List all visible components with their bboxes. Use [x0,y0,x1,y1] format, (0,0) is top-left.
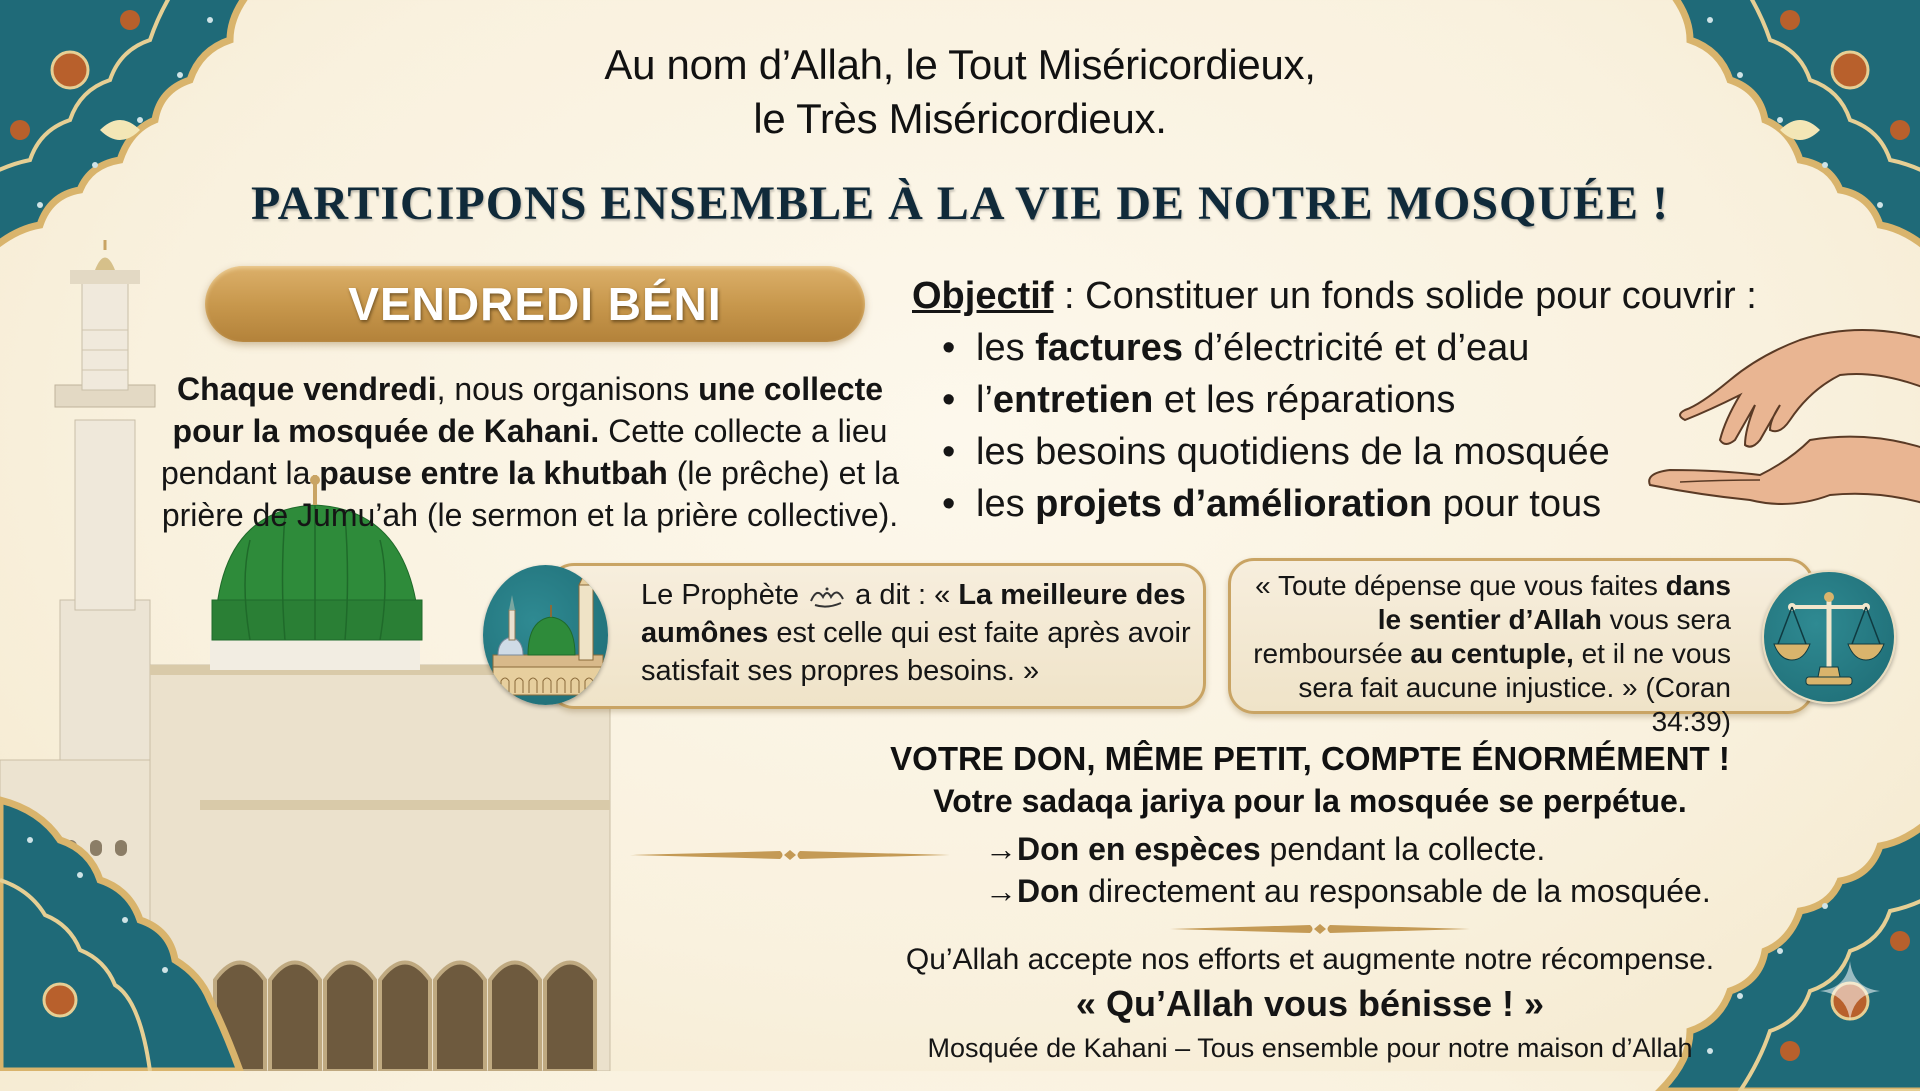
ornamental-divider [630,848,950,862]
intro-text-2: Cette collecte a lieu pendant la [160,413,888,491]
intro-bold-1: Chaque vendredi [176,371,437,407]
objective-label: Objectif [912,275,1054,317]
cta-subline: Votre sadaqa jariya pour la mosquée se perpétue. [933,783,1687,819]
objective-item: • les projets d’amélioration pour tous [942,478,1812,530]
cta-headline: VOTRE DON, MÊME PETIT, COMPTE ÉNORMÉMENT ! [890,740,1730,777]
donation-method-item: → Don en espèces pendant la collecte. [985,828,1711,870]
pbuh-calligraphy-icon [807,583,847,609]
page-title: PARTICIPONS ENSEMBLE À LA VIE DE NOTRE MOSQUÉE ! [250,177,1670,230]
objective-item: • les factures d’électricité et d’eau [942,322,1812,374]
intro-bold-2: une collecte pour la mosquée de Kahani. [172,371,884,449]
sparkle-icon [1820,961,1880,1021]
donation-method-item: → Don directement au responsable de la mosquée. [985,870,1711,912]
intro-text-1: , nous organisons [436,371,699,407]
closing-blessing: « Qu’Allah vous bénisse ! » [1075,983,1545,1024]
ornamental-divider [1170,922,1470,936]
closing-signature: Mosquée de Kahani – Tous ensemble pour notre maison d’Allah [927,1033,1693,1063]
hadith-quote-box [548,563,1206,709]
vendredi-beni-banner [205,266,865,342]
hadith-text: Le Prophète a dit : « La meilleure des aumônes est celle qui est faite après avoir satisfait ses propres besoins. » [641,579,1191,687]
donation-call-to-action [880,738,1740,822]
objective-item: • l’entretien et les réparations [942,374,1812,426]
bismillah-line-2: le Très Miséricordieux. [753,95,1167,142]
quran-text: « Toute dépense que vous faites dans le sentier d’Allah vous sera remboursée au centuple, et il ne vous sera fait aucune injustice. » (Coran 34:39) [1253,570,1731,737]
giving-hands-icon [1640,310,1920,520]
intro-text-3: (le prêche) et la prière de Jumu’ah (le sermon et la prière collective). [161,455,900,533]
mosque-icon [483,565,608,705]
quran-quote-box [1228,558,1814,737]
objective-text: : Constituer un fonds solide pour couvrir : [1053,275,1757,317]
bismillah-line-1: Au nom d’Allah, le Tout Miséricordieux, [604,41,1316,88]
closing-dua: Qu’Allah accepte nos efforts et augmente notre récompense. [905,943,1715,976]
intro-bold-3: pause entre la khutbah [319,455,668,491]
scale-of-justice-icon [1762,570,1896,704]
collection-intro-text [160,368,900,536]
donation-methods-list [985,828,1711,912]
objective-item: • les besoins quotidiens de la mosquée [942,426,1812,478]
bismillah-text [0,38,1920,146]
vendredi-beni-label: VENDREDI BÉNI [348,278,722,330]
